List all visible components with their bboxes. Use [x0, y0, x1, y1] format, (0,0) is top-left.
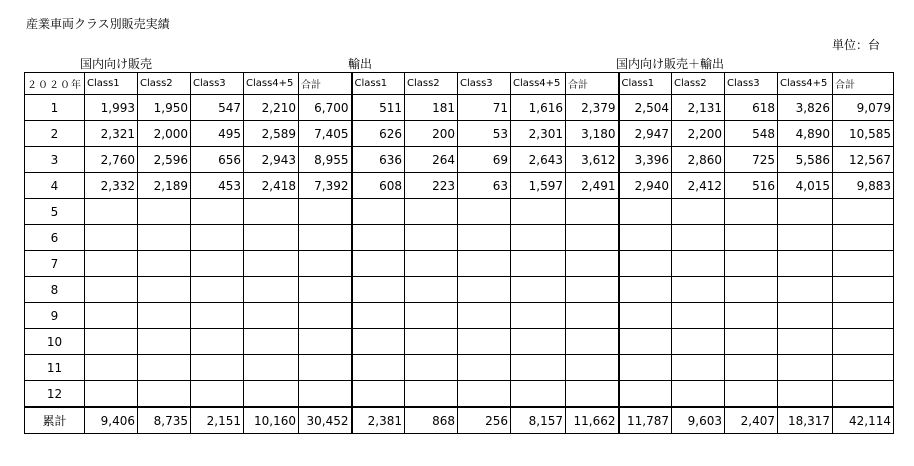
total-cell: 18,317	[778, 407, 833, 434]
column-header: 合計	[299, 73, 352, 95]
table-cell	[138, 381, 191, 408]
table-cell	[85, 199, 138, 225]
table-cell	[191, 381, 244, 408]
month-label: 4	[25, 173, 85, 199]
table-cell: 511	[352, 95, 405, 121]
table-cell: 2,589	[244, 121, 299, 147]
table-cell	[138, 277, 191, 303]
table-cell: 2,000	[138, 121, 191, 147]
table-cell: 3,180	[566, 121, 619, 147]
table-cell	[191, 199, 244, 225]
table-cell: 2,301	[511, 121, 566, 147]
table-cell	[672, 251, 725, 277]
column-header: Class4+5	[778, 73, 833, 95]
table-cell	[405, 251, 458, 277]
table-cell	[191, 277, 244, 303]
total-cell: 11,787	[619, 407, 672, 434]
table-cell: 2,210	[244, 95, 299, 121]
total-cell: 2,151	[191, 407, 244, 434]
table-cell	[138, 199, 191, 225]
table-cell	[85, 381, 138, 408]
total-cell: 30,452	[299, 407, 352, 434]
table-cell	[778, 355, 833, 381]
table-cell: 2,940	[619, 173, 672, 199]
table-cell	[85, 251, 138, 277]
table-cell: 181	[405, 95, 458, 121]
table-cell	[352, 329, 405, 355]
table-cell: 10,585	[833, 121, 894, 147]
table-cell	[405, 303, 458, 329]
table-cell	[672, 225, 725, 251]
column-header: Class3	[458, 73, 511, 95]
table-cell	[619, 329, 672, 355]
table-cell	[511, 303, 566, 329]
column-header: Class4+5	[244, 73, 299, 95]
table-row	[25, 95, 894, 121]
table-cell	[833, 277, 894, 303]
table-cell	[191, 355, 244, 381]
table-cell	[778, 381, 833, 408]
table-cell	[352, 303, 405, 329]
table-cell	[511, 381, 566, 408]
table-cell: 2,947	[619, 121, 672, 147]
table-cell	[511, 225, 566, 251]
table-cell: 2,491	[566, 173, 619, 199]
table-cell: 4,890	[778, 121, 833, 147]
table-cell: 223	[405, 173, 458, 199]
table-cell	[138, 225, 191, 251]
table-cell: 12,567	[833, 147, 894, 173]
table-cell	[244, 303, 299, 329]
month-label: 2	[25, 121, 85, 147]
header-row	[25, 73, 894, 95]
column-header: Class2	[138, 73, 191, 95]
table-cell	[299, 355, 352, 381]
month-label: 12	[25, 381, 85, 408]
table-cell	[352, 251, 405, 277]
table-cell	[352, 225, 405, 251]
table-cell	[352, 355, 405, 381]
table-cell	[458, 251, 511, 277]
column-header: Class1	[619, 73, 672, 95]
table-cell	[511, 355, 566, 381]
table-cell: 1,616	[511, 95, 566, 121]
table-cell	[299, 277, 352, 303]
table-cell: 656	[191, 147, 244, 173]
table-cell	[191, 225, 244, 251]
table-cell: 547	[191, 95, 244, 121]
table-cell	[778, 303, 833, 329]
table-cell	[138, 355, 191, 381]
table-cell	[458, 381, 511, 408]
table-row	[25, 147, 894, 173]
table-cell	[458, 329, 511, 355]
table-row	[25, 225, 894, 251]
column-header: Class1	[85, 73, 138, 95]
table-cell	[244, 355, 299, 381]
table-row	[25, 381, 894, 408]
table-cell: 9,883	[833, 173, 894, 199]
table-cell	[619, 381, 672, 408]
table-cell	[85, 329, 138, 355]
table-cell	[672, 303, 725, 329]
table-cell	[244, 329, 299, 355]
table-cell: 1,597	[511, 173, 566, 199]
table-cell: 2,860	[672, 147, 725, 173]
table-cell: 1,993	[85, 95, 138, 121]
table-cell	[672, 199, 725, 225]
group-label-export: 輸出	[348, 57, 373, 71]
table-cell: 8,955	[299, 147, 352, 173]
table-cell: 7,405	[299, 121, 352, 147]
total-cell: 256	[458, 407, 511, 434]
table-cell: 53	[458, 121, 511, 147]
table-cell	[405, 225, 458, 251]
table-cell: 2,200	[672, 121, 725, 147]
table-cell	[778, 251, 833, 277]
table-cell: 453	[191, 173, 244, 199]
table-cell	[619, 355, 672, 381]
table-cell	[405, 381, 458, 408]
table-cell	[566, 329, 619, 355]
table-cell	[511, 199, 566, 225]
table-cell: 71	[458, 95, 511, 121]
table-cell	[405, 329, 458, 355]
table-cell	[85, 225, 138, 251]
group-label-combined: 国内向け販売＋輸出	[616, 57, 725, 71]
table-cell	[566, 303, 619, 329]
table-cell	[191, 329, 244, 355]
table-cell	[458, 355, 511, 381]
month-label: 10	[25, 329, 85, 355]
table-cell	[191, 251, 244, 277]
column-header: 合計	[566, 73, 619, 95]
month-label: 1	[25, 95, 85, 121]
table-cell	[833, 199, 894, 225]
table-cell	[299, 251, 352, 277]
total-cell: 8,735	[138, 407, 191, 434]
table-cell: 200	[405, 121, 458, 147]
total-cell: 2,407	[725, 407, 778, 434]
table-cell: 4,015	[778, 173, 833, 199]
table-cell	[725, 225, 778, 251]
table-cell	[138, 251, 191, 277]
table-cell: 3,396	[619, 147, 672, 173]
table-cell	[352, 381, 405, 408]
table-cell	[619, 277, 672, 303]
table-cell	[244, 381, 299, 408]
table-cell	[566, 225, 619, 251]
table-cell	[244, 277, 299, 303]
table-row	[25, 199, 894, 225]
table-cell: 264	[405, 147, 458, 173]
total-cell: 868	[405, 407, 458, 434]
table-cell	[725, 199, 778, 225]
column-header: Class1	[352, 73, 405, 95]
total-cell: 11,662	[566, 407, 619, 434]
table-cell	[85, 277, 138, 303]
table-cell	[299, 225, 352, 251]
table-row	[25, 355, 894, 381]
table-cell: 608	[352, 173, 405, 199]
total-cell: 9,406	[85, 407, 138, 434]
table-cell	[458, 225, 511, 251]
table-cell: 516	[725, 173, 778, 199]
table-row	[25, 277, 894, 303]
table-cell	[299, 381, 352, 408]
table-cell: 6,700	[299, 95, 352, 121]
table-cell	[672, 355, 725, 381]
table-cell: 2,321	[85, 121, 138, 147]
table-cell: 2,189	[138, 173, 191, 199]
table-cell	[725, 355, 778, 381]
table-cell	[352, 199, 405, 225]
table-cell	[619, 225, 672, 251]
month-label: 8	[25, 277, 85, 303]
unit-label: 単位：台	[832, 38, 881, 52]
table-cell: 2,760	[85, 147, 138, 173]
table-cell	[833, 225, 894, 251]
table-cell	[405, 277, 458, 303]
column-header: Class4+5	[511, 73, 566, 95]
table-row	[25, 251, 894, 277]
year-label: ２０２０年	[25, 73, 85, 95]
table-cell	[672, 381, 725, 408]
table-cell	[458, 303, 511, 329]
table-cell: 3,612	[566, 147, 619, 173]
sales-table	[24, 72, 894, 434]
table-cell	[138, 329, 191, 355]
table-cell: 2,643	[511, 147, 566, 173]
table-cell	[833, 303, 894, 329]
total-label: 累計	[25, 407, 85, 434]
table-cell	[85, 355, 138, 381]
table-cell	[138, 303, 191, 329]
total-cell: 2,381	[352, 407, 405, 434]
total-cell: 9,603	[672, 407, 725, 434]
table-cell	[833, 329, 894, 355]
table-cell	[672, 277, 725, 303]
column-header: Class3	[191, 73, 244, 95]
table-cell: 2,943	[244, 147, 299, 173]
table-cell	[458, 199, 511, 225]
table-cell: 2,504	[619, 95, 672, 121]
table-cell	[85, 303, 138, 329]
table-cell: 495	[191, 121, 244, 147]
table-cell: 548	[725, 121, 778, 147]
table-cell	[511, 251, 566, 277]
table-cell	[833, 251, 894, 277]
table-cell: 2,379	[566, 95, 619, 121]
total-cell: 42,114	[833, 407, 894, 434]
table-cell	[566, 381, 619, 408]
table-cell: 2,596	[138, 147, 191, 173]
month-label: 5	[25, 199, 85, 225]
table-cell: 5,586	[778, 147, 833, 173]
table-row	[25, 329, 894, 355]
table-cell	[619, 303, 672, 329]
table-cell	[352, 277, 405, 303]
column-header: Class2	[405, 73, 458, 95]
table-cell	[511, 329, 566, 355]
month-label: 11	[25, 355, 85, 381]
table-cell	[244, 199, 299, 225]
month-label: 3	[25, 147, 85, 173]
table-cell: 2,418	[244, 173, 299, 199]
table-cell	[405, 355, 458, 381]
table-cell	[619, 199, 672, 225]
table-cell	[299, 303, 352, 329]
table-cell	[725, 277, 778, 303]
table-cell: 725	[725, 147, 778, 173]
table-cell	[778, 225, 833, 251]
total-cell: 10,160	[244, 407, 299, 434]
table-cell	[833, 381, 894, 408]
table-cell	[244, 251, 299, 277]
total-row	[25, 407, 894, 434]
table-cell	[191, 303, 244, 329]
table-cell: 626	[352, 121, 405, 147]
table-cell	[833, 355, 894, 381]
table-cell: 2,332	[85, 173, 138, 199]
table-cell: 2,412	[672, 173, 725, 199]
table-cell: 63	[458, 173, 511, 199]
table-cell: 3,826	[778, 95, 833, 121]
table-cell	[725, 381, 778, 408]
table-cell	[405, 199, 458, 225]
table-cell: 1,950	[138, 95, 191, 121]
table-cell: 636	[352, 147, 405, 173]
page-title: 産業車両クラス別販売実績	[26, 17, 170, 31]
table-cell: 69	[458, 147, 511, 173]
month-label: 9	[25, 303, 85, 329]
table-cell	[778, 329, 833, 355]
table-cell	[672, 329, 725, 355]
table-cell: 618	[725, 95, 778, 121]
group-label-domestic: 国内向け販売	[80, 57, 153, 71]
table-cell	[778, 199, 833, 225]
month-label: 6	[25, 225, 85, 251]
table-cell	[566, 199, 619, 225]
column-header: Class2	[672, 73, 725, 95]
table-cell	[566, 251, 619, 277]
table-cell	[725, 329, 778, 355]
table-cell: 7,392	[299, 173, 352, 199]
table-cell	[244, 225, 299, 251]
table-cell: 9,079	[833, 95, 894, 121]
table-cell	[778, 277, 833, 303]
total-cell: 8,157	[511, 407, 566, 434]
table-cell	[566, 355, 619, 381]
table-row	[25, 173, 894, 199]
month-label: 7	[25, 251, 85, 277]
table-cell	[725, 251, 778, 277]
table-cell	[619, 251, 672, 277]
column-header: Class3	[725, 73, 778, 95]
table-cell	[299, 329, 352, 355]
table-cell	[299, 199, 352, 225]
column-header: 合計	[833, 73, 894, 95]
table-cell: 2,131	[672, 95, 725, 121]
table-cell	[725, 303, 778, 329]
table-row	[25, 303, 894, 329]
table-row	[25, 121, 894, 147]
table-cell	[566, 277, 619, 303]
table-cell	[458, 277, 511, 303]
table-cell	[511, 277, 566, 303]
